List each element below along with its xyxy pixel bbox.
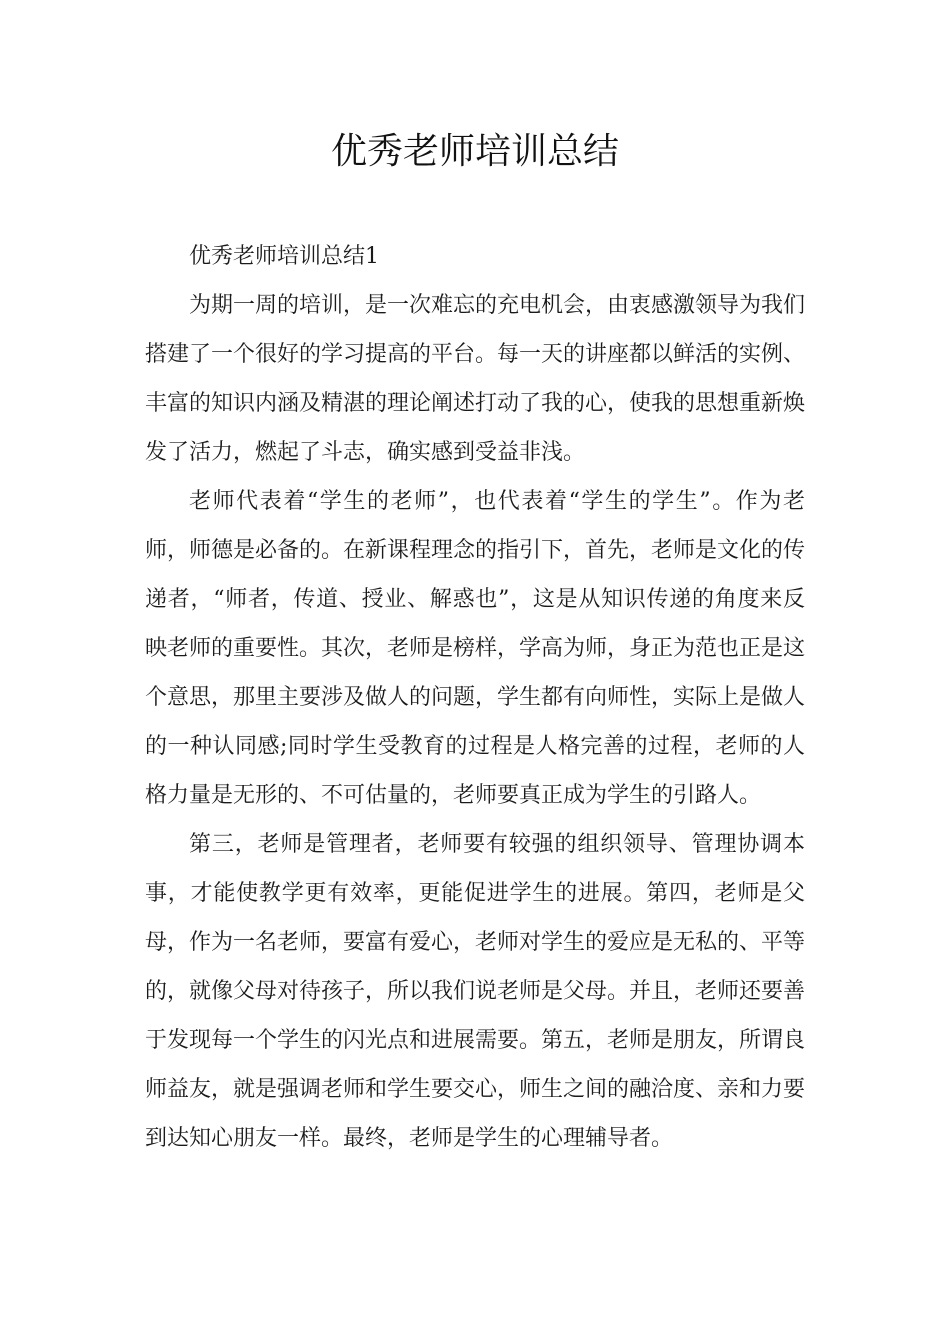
paragraph-3: 第三，老师是管理者，老师要有较强的组织领导、管理协调本事，才能使教学更有效率，更能促进学生的进展。第四，老师是父母，作为一名老师，要富有爱心，老师对学生的爱应是无私的、平等的，就像父母对待孩子，所以我们说老师是父母。并且，老师还要善于发现每一个学生的闪光点和进展需要。第五，老师是朋友，所谓良师益友，就是强调老师和学生要交心，师生之间的融洽度、亲和力要到达知心朋友一样。最终，老师是学生的心理辅导者。 [145, 832, 806, 1151]
paragraph-1: 为期一周的培训，是一次难忘的充电机会，由衷感激领导为我们搭建了一个很好的学习提高的平台。每一天的讲座都以鲜活的实例、丰富的知识内涵及精湛的理论阐述打动了我的心，使我的思想重新焕发了活力，燃起了斗志，确实感到受益非浅。 [145, 293, 806, 465]
document-body [145, 232, 805, 1163]
section-heading: 优秀老师培训总结1 [189, 244, 379, 269]
document-title: 优秀老师培训总结 [330, 131, 619, 172]
paragraph-2: 老师代表着“学生的老师”，也代表着“学生的学生”。作为老师，师德是必备的。在新课程理念的指引下，首先，老师是文化的传递者，“师者，传道、授业、解惑也”，这是从知识传递的角度来反映老师的重要性。其次，老师是榜样，学高为师，身正为范也正是这个意思，那里主要涉及做人的问题，学生都有向师性，实际上是做人的一种认同感;同时学生受教育的过程是人格完善的过程，老师的人格力量是无形的、不可估量的，老师要真正成为学生的引路人。 [145, 489, 806, 808]
